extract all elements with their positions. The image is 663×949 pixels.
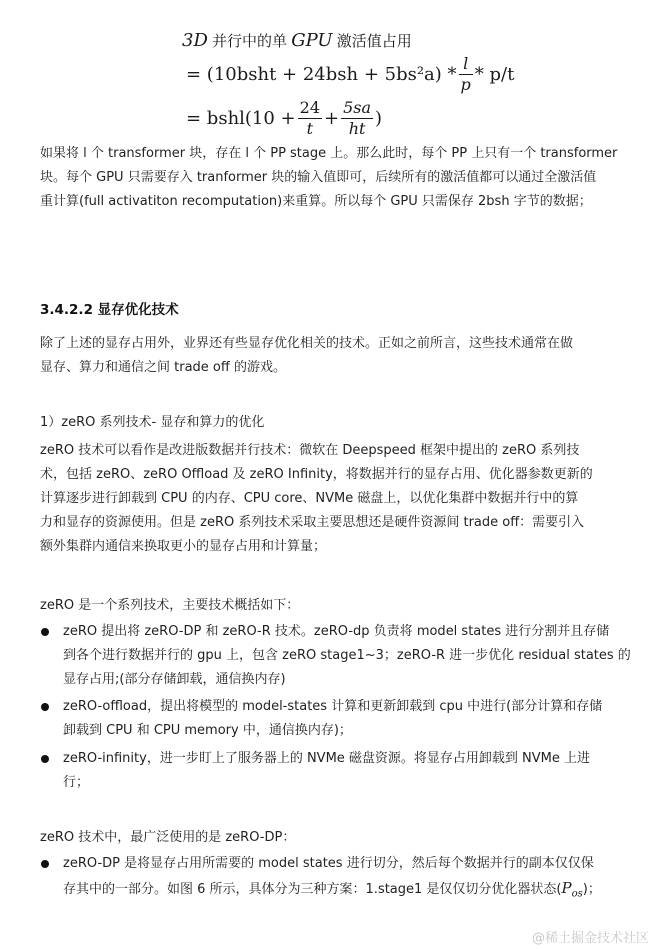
zero-line: 额外集群内通信来换取更小的显存占用和计算量； <box>40 539 327 554</box>
bullet-line: 到各个进行数据并行的 gpu 上，包含 zeRO stage1~3；zeRO-R 进一步优化 residual states 的 <box>63 648 631 663</box>
fraction-denominator: p <box>460 74 471 94</box>
bullet-dot <box>41 755 49 763</box>
zero-summary: zeRO 是一个系列技术，主要技术概括如下： <box>40 598 300 613</box>
formula-gpu: GPU <box>291 30 333 51</box>
formula-text-a: 并行中的单 <box>207 33 292 50</box>
bullet-line-with-math <box>63 876 641 907</box>
formula-text-b: 激活值占用 <box>332 33 412 50</box>
fraction-denominator: t <box>298 118 322 139</box>
section-line: 除了上述的显存占用外，业界还有些显存优化相关的技术。正如之前所言，这些技术通常在做 <box>40 336 574 351</box>
bullet-line: 显存占用;(部分存储卸载，通信换内存) <box>63 672 286 687</box>
bullet-line: 卸载到 CPU 和 CPU memory 中，通信换内存)； <box>63 723 352 738</box>
fraction-denominator: ht <box>341 118 373 139</box>
formula-fraction-5sa-over-ht <box>341 98 373 139</box>
bullet-zero-offload <box>63 695 641 743</box>
bullet-dot <box>41 628 49 636</box>
zero-dp-title: zeRO 技术中，最广泛使用的是 zeRO-DP： <box>40 830 296 845</box>
formula-line3-tail: ) <box>375 107 383 129</box>
formula-fraction-l-over-p <box>459 54 473 95</box>
bullet-zero-dp-detail <box>63 852 641 907</box>
section-heading: 3.4.2.2 显存优化技术 <box>40 302 179 318</box>
formula-line-2 <box>186 50 514 98</box>
zero-paragraph <box>40 439 640 559</box>
section-line: 显存、算力和通信之间 trade off 的游戏。 <box>40 360 286 375</box>
formula-line2-tail: * p/t <box>474 63 515 85</box>
formula-line-1 <box>182 30 412 51</box>
zero-line: 术，包括 zeRO、zeRO Offload 及 zeRO Infinity，将数据并行的显存占用、优化器参数更新的 <box>40 467 593 482</box>
zero-line: 力和显存的资源使用。但是 zeRO 系列技术采取主要思想还是硬件资源间 trade off：需要引入 <box>40 515 585 530</box>
intro-paragraph <box>40 142 640 214</box>
intro-line: 块。每个 GPU 只需要存入 tranformer 块的输入值即可，后续所有的激活值都可以通过全激活值 <box>40 170 597 185</box>
bullet-zero-dp <box>63 620 641 692</box>
formula-plus: + <box>324 107 340 129</box>
zero-subheading: 1）zeRO 系列技术- 显存和算力的优化 <box>40 415 265 430</box>
watermark: @稀土掘金技术社区 <box>532 931 650 946</box>
bullet-line-text: 存其中的一部分。如图 6 所示，具体分为三种方案：1.stage1 是仅仅切分优化器状态( <box>63 882 562 897</box>
fraction-numerator: l <box>463 53 469 73</box>
bullet-zero-infinity <box>63 747 641 795</box>
fraction-numerator: 5sa <box>343 97 372 117</box>
bullet-line: zeRO-DP 是将显存占用所需要的 model states 进行切分，然后每个数据并行的副本仅仅保 <box>63 856 594 871</box>
bullet-line: zeRO-infinity，进一步盯上了服务器上的 NVMe 磁盘资源。将显存占用卸载到 NVMe 上进 <box>63 751 591 766</box>
bullet-line: zeRO-offload，提出将模型的 model-states 计算和更新卸载到 cpu 中进行(部分计算和存储 <box>63 699 603 714</box>
bullet-line: 行； <box>63 775 90 790</box>
fraction-numerator: 24 <box>299 97 321 117</box>
zero-line: zeRO 技术可以看作是改进版数据并行技术：微软在 Deepspeed 框架中提出的 zeRO 系列技 <box>40 443 580 458</box>
bullet-line: zeRO 提出将 zeRO-DP 和 zeRO-R 技术。zeRO-dp 负责将 model states 进行分割并且存储 <box>63 624 610 639</box>
math-p: P <box>561 879 572 897</box>
formula-3d: 3D <box>182 30 208 51</box>
intro-line: 如果将 l 个 transformer 块，存在 l 个 PP stage 上。那么此时，每个 PP 上只有一个 transformer <box>40 146 618 161</box>
formula-line-3 <box>186 94 382 142</box>
formula-line2-main: = (10bsht + 24bsh + 5bs²a) * <box>186 63 457 85</box>
bullet-dot <box>41 703 49 711</box>
formula-line3-lead: = bshl(10 + <box>186 107 296 129</box>
zero-line: 计算逐步进行卸载到 CPU 的内存、CPU core、NVMe 磁盘上，以优化集群中数据并行中的算 <box>40 491 579 506</box>
bullet-line-end: )； <box>582 882 601 897</box>
intro-line: 重计算(full activatiton recomputation)来重算。所以每个 GPU 只需保存 2bsh 字节的数据； <box>40 194 592 209</box>
bullet-dot <box>41 860 49 868</box>
math-subscript-os: os <box>571 888 583 900</box>
formula-fraction-24-over-t <box>298 98 322 139</box>
section-paragraph <box>40 332 640 380</box>
